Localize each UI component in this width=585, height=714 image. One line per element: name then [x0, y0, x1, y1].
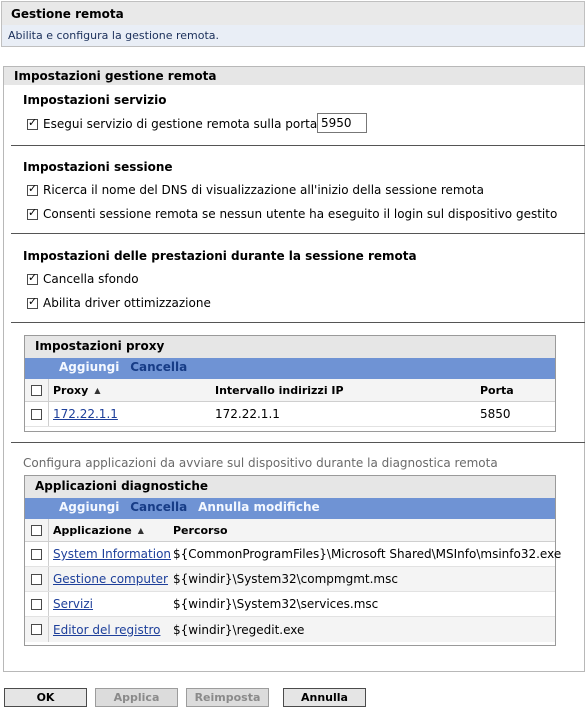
proxy-link[interactable]: 172.22.1.1 — [53, 407, 118, 421]
performance-settings-heading: Impostazioni delle prestazioni durante la sessione remota — [23, 249, 417, 263]
application-column-header[interactable]: Applicazione ▲ — [53, 523, 144, 537]
page-subtitle: Abilita e configura la gestione remota. — [1, 25, 585, 47]
ip-range-column-header: Intervallo indirizzi IP — [215, 383, 344, 397]
driver-checkbox[interactable] — [27, 298, 38, 309]
dns-lookup-checkbox[interactable] — [27, 185, 38, 196]
application-link[interactable]: Gestione computer — [53, 572, 168, 586]
column-divider — [48, 617, 49, 642]
wallpaper-label: Cancella sfondo — [43, 272, 139, 286]
table-row — [25, 542, 562, 567]
row-checkbox[interactable] — [31, 574, 42, 585]
path-cell: ${CommonProgramFiles}\Microsoft Shared\MSInfo\msinfo32.exe — [173, 547, 562, 561]
ok-button[interactable]: OK — [4, 688, 87, 707]
reset-button[interactable]: Reimposta — [186, 688, 269, 707]
driver-row — [27, 296, 211, 310]
run-service-label: Esegui servizio di gestione remota sulla porta — [43, 117, 318, 131]
diagnostics-select-all-checkbox[interactable] — [31, 525, 42, 536]
proxy-settings-box — [24, 335, 556, 432]
diagnostics-delete-button[interactable]: Cancella — [130, 500, 188, 514]
path-cell: ${windir}\regedit.exe — [173, 622, 305, 637]
proxy-select-all-checkbox[interactable] — [31, 385, 42, 396]
allow-session-checkbox[interactable] — [27, 209, 38, 220]
divider — [11, 233, 585, 234]
run-service-checkbox[interactable] — [27, 119, 38, 130]
service-settings-heading: Impostazioni servizio — [23, 93, 167, 107]
path-column-header: Percorso — [173, 523, 228, 537]
row-checkbox[interactable] — [31, 549, 42, 560]
diagnostics-table-header — [25, 519, 555, 542]
proxy-table-header — [25, 379, 555, 402]
cancel-button[interactable]: Annulla — [283, 688, 366, 707]
application-link[interactable]: Editor del registro — [53, 622, 161, 637]
port-input[interactable] — [317, 113, 367, 133]
proxy-column-header[interactable]: Proxy ▲ — [53, 383, 101, 397]
sort-ascending-icon: ▲ — [94, 385, 101, 395]
sort-ascending-icon: ▲ — [137, 525, 144, 535]
driver-label: Abilita driver ottimizzazione — [43, 296, 211, 310]
proxy-add-button[interactable]: Aggiungi — [59, 360, 120, 374]
diagnostics-box-title: Applicazioni diagnostiche — [25, 476, 555, 498]
apply-button[interactable]: Applica — [95, 688, 178, 707]
table-row — [25, 617, 555, 642]
page-title: Gestione remota — [1, 1, 585, 25]
proxy-toolbar — [25, 358, 555, 379]
session-settings-heading: Impostazioni sessione — [23, 160, 173, 174]
table-row — [25, 402, 555, 427]
allow-session-row — [27, 207, 557, 221]
row-checkbox[interactable] — [31, 409, 42, 420]
column-divider — [48, 379, 49, 401]
undo-changes-button[interactable]: Annulla modifiche — [198, 500, 320, 514]
path-cell: ${windir}\System32\compmgmt.msc — [173, 572, 398, 586]
column-divider — [48, 592, 49, 616]
wallpaper-row — [27, 272, 139, 286]
divider — [11, 442, 585, 443]
path-cell: ${windir}\System32\services.msc — [173, 597, 379, 611]
column-divider — [48, 567, 49, 591]
row-checkbox[interactable] — [31, 599, 42, 610]
port-cell: 5850 — [480, 407, 511, 421]
proxy-box-title: Impostazioni proxy — [25, 336, 555, 358]
wallpaper-checkbox[interactable] — [27, 274, 38, 285]
column-divider — [48, 519, 49, 541]
divider — [11, 145, 585, 146]
port-column-header: Porta — [480, 383, 514, 397]
divider — [11, 322, 585, 323]
table-row — [25, 567, 555, 592]
ip-range-cell: 172.22.1.1 — [215, 407, 280, 421]
panel-title: Impostazioni gestione remota — [4, 67, 584, 85]
diagnostics-add-button[interactable]: Aggiungi — [59, 500, 120, 514]
diagnostics-box — [24, 475, 562, 646]
row-checkbox[interactable] — [31, 624, 42, 635]
proxy-delete-button[interactable]: Cancella — [130, 360, 188, 374]
dns-lookup-label: Ricerca il nome del DNS di visualizzazione all'inizio della sessione remota — [43, 183, 484, 197]
allow-session-label: Consenti sessione remota se nessun utente ha eseguito il login sul dispositivo gestito — [43, 207, 558, 221]
column-divider — [48, 542, 49, 566]
diagnostics-note: Configura applicazioni da avviare sul dispositivo durante la diagnostica remota — [23, 456, 498, 470]
application-link[interactable]: Servizi — [53, 597, 94, 611]
column-divider — [48, 402, 49, 426]
diagnostics-toolbar — [25, 498, 555, 519]
application-link[interactable]: System Information — [53, 547, 172, 561]
run-service-row — [27, 117, 317, 131]
dns-lookup-row — [27, 183, 484, 197]
table-row — [25, 592, 555, 617]
